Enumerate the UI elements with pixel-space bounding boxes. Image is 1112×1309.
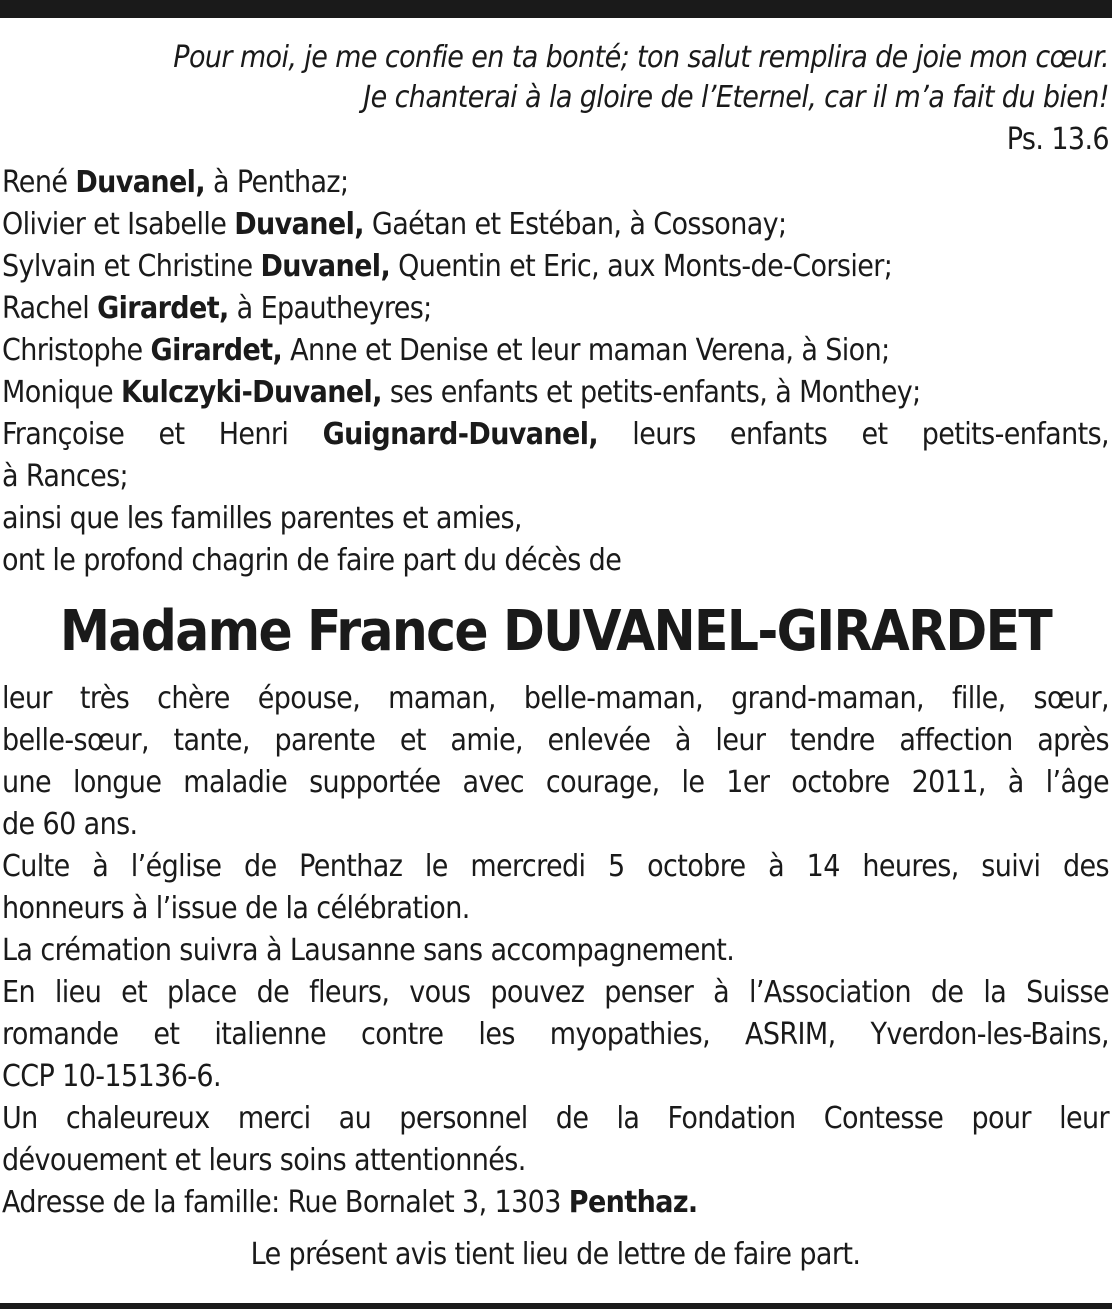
family-line: René Duvanel, à Penthaz; xyxy=(2,165,349,200)
body-line: de 60 ans. xyxy=(2,807,138,842)
epigraph xyxy=(2,38,1109,162)
notice-body xyxy=(2,678,1109,1224)
family-surname: Duvanel, xyxy=(234,207,364,242)
family-line: Sylvain et Christine Duvanel, Quentin et Eric, aux Monts-de-Corsier; xyxy=(2,249,893,284)
body-line: une longue maladie supportée avec courage, le 1er octobre 2011, à l’âge xyxy=(2,765,1109,800)
body-line: En lieu et place de fleurs, vous pouvez penser à l’Association de la Suisse xyxy=(2,975,1109,1010)
body-line: belle-sœur, tante, parente et amie, enlevée à leur tendre affection après xyxy=(2,723,1109,758)
family-list xyxy=(2,162,1109,582)
closing-notice: Le présent avis tient lieu de lettre de faire part. xyxy=(250,1237,861,1272)
body-line: CCP 10-15136-6. xyxy=(2,1059,221,1094)
body-line: honneurs à l’issue de la célébration. xyxy=(2,891,470,926)
family-line: Christophe Girardet, Anne et Denise et leur maman Verena, à Sion; xyxy=(2,333,890,368)
address-town: Penthaz. xyxy=(568,1185,698,1220)
body-line: Un chaleureux merci au personnel de la Fondation Contesse pour leur xyxy=(2,1101,1109,1136)
family-line: Olivier et Isabelle Duvanel, Gaétan et Estéban, à Cossonay; xyxy=(2,207,787,242)
epigraph-line: Je chanterai à la gloire de l’Eternel, car il m’a fait du bien! xyxy=(363,80,1109,115)
family-line: Rachel Girardet, à Epautheyres; xyxy=(2,291,432,326)
family-line: à Rances; xyxy=(2,459,129,494)
notice-content xyxy=(2,38,1109,1276)
family-line: Monique Kulczyki-Duvanel, ses enfants et petits-enfants, à Monthey; xyxy=(2,375,921,410)
body-line: Culte à l’église de Penthaz le mercredi 5 octobre à 14 heures, suivi des xyxy=(2,849,1109,884)
body-line: romande et italienne contre les myopathies, ASRIM, Yverdon-les-Bains, xyxy=(2,1017,1109,1052)
deceased-name: Madame France DUVANEL-GIRARDET xyxy=(59,599,1052,664)
family-surname: Kulczyki-Duvanel, xyxy=(121,375,382,410)
family-surname: Girardet, xyxy=(97,291,229,326)
family-surname: Girardet, xyxy=(150,333,283,368)
body-line: leur très chère épouse, maman, belle-maman, grand-maman, fille, sœur, xyxy=(2,681,1109,716)
family-surname: Duvanel, xyxy=(75,165,205,200)
intro-line: ainsi que les familles parentes et amies, xyxy=(2,501,522,536)
epigraph-reference: Ps. 13.6 xyxy=(1006,122,1109,157)
family-address: Adresse de la famille: Rue Bornalet 3, 1303 Penthaz. xyxy=(2,1185,698,1220)
family-surname: Duvanel, xyxy=(260,249,391,284)
top-rule xyxy=(0,0,1112,18)
family-surname: Guignard-Duvanel, xyxy=(322,417,599,452)
epigraph-line: Pour moi, je me confie en ta bonté; ton salut remplira de joie mon cœur. xyxy=(173,40,1109,75)
bottom-rule xyxy=(0,1303,1112,1309)
intro-line: ont le profond chagrin de faire part du décès de xyxy=(2,543,622,578)
family-line: Françoise et Henri Guignard-Duvanel, leurs enfants et petits-enfants, xyxy=(2,417,1110,452)
body-line: dévouement et leurs soins attentionnés. xyxy=(2,1143,526,1178)
body-line: La crémation suivra à Lausanne sans accompagnement. xyxy=(2,933,735,968)
